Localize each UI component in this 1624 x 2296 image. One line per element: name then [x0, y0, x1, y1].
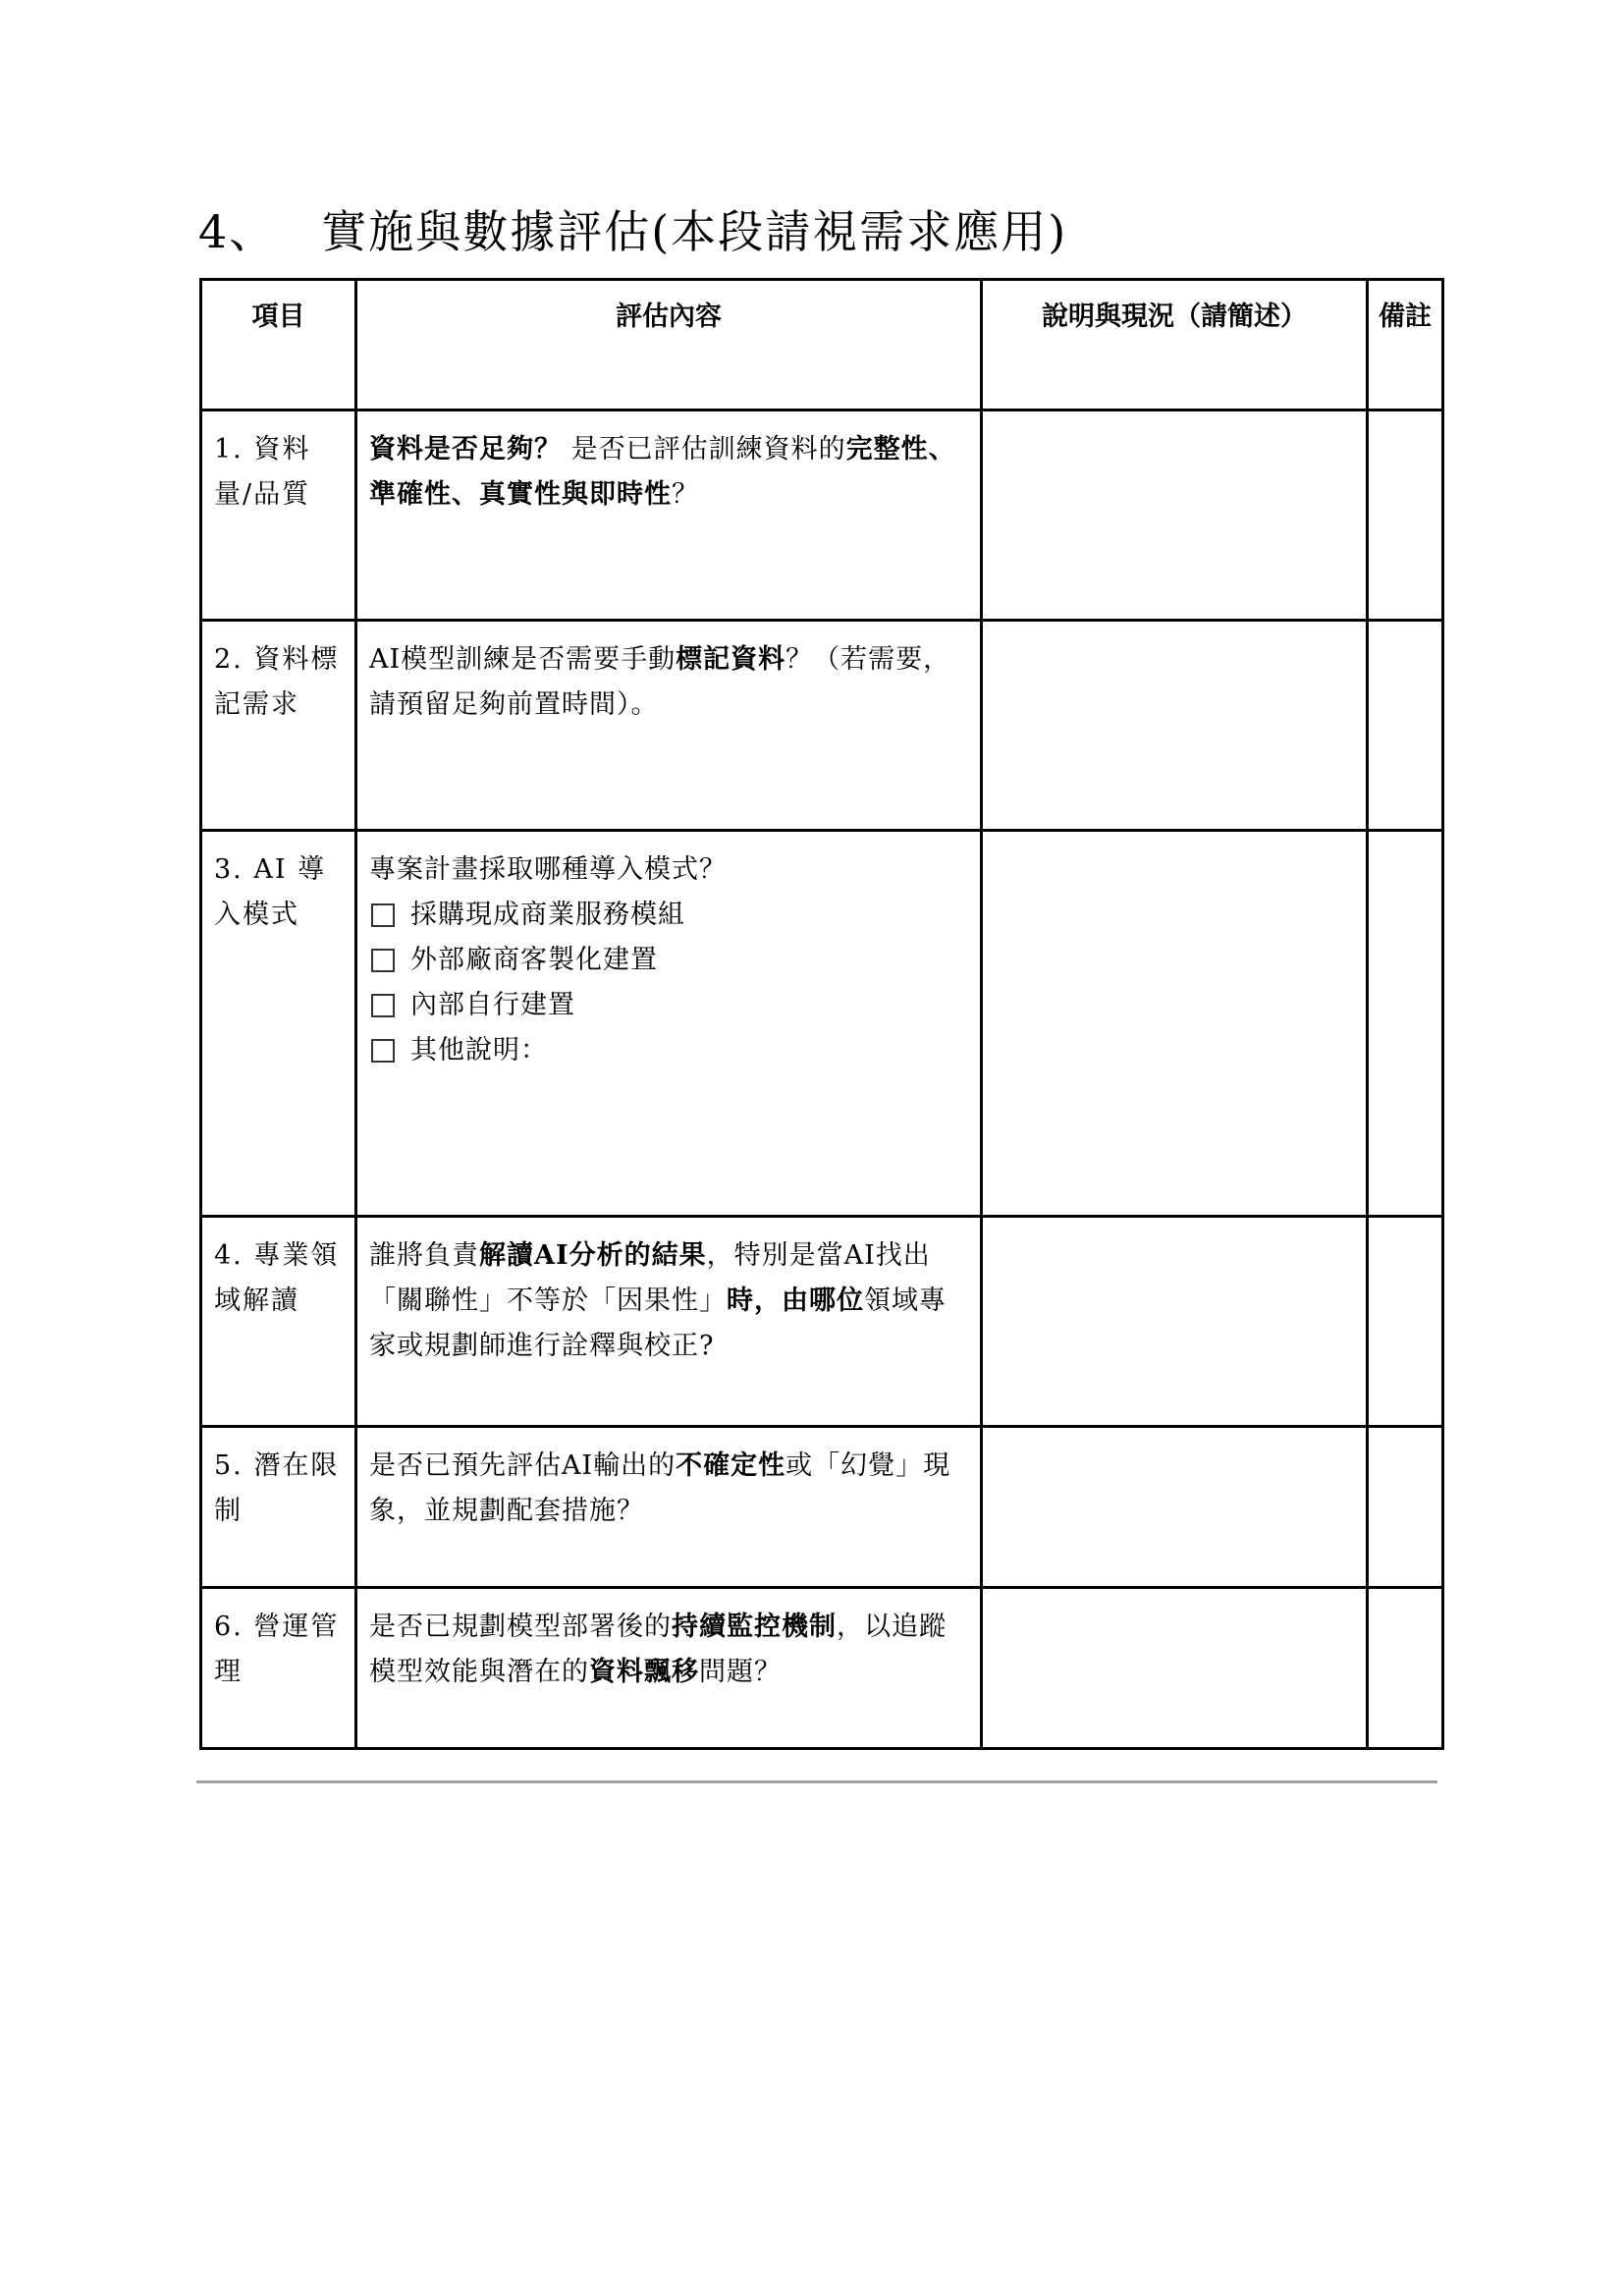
header-content: 評估內容: [356, 280, 982, 410]
mode-question: 專案計畫採取哪種導入模式？: [369, 854, 727, 885]
section-number: 4、: [198, 205, 277, 258]
content-segment: 是否已評估訓練資料的: [562, 434, 846, 465]
row-item: 3. AI 導入模式: [201, 831, 356, 1217]
section-title: 實施與數據評估(本段請視需求應用): [321, 205, 1068, 258]
row-item: 5. 潛在限制: [201, 1427, 356, 1588]
option-label: 其他說明：: [410, 1035, 548, 1066]
content-segment: 是否已預先評估AI輸出的: [369, 1450, 677, 1481]
content-segment: 時，由哪位: [727, 1285, 864, 1316]
note-cell[interactable]: [1368, 831, 1443, 1217]
content-segment: ，特別是當AI找出「關聯性」不等於「因果性」: [369, 1240, 931, 1316]
note-cell[interactable]: [1368, 1427, 1443, 1588]
option-label: 內部自行建置: [410, 990, 575, 1020]
option-other[interactable]: [369, 1028, 968, 1073]
bottom-divider: [196, 1780, 1437, 1783]
content-segment: 完整性、準確性、真實性與即時性: [369, 434, 956, 510]
option-commercial-module[interactable]: [369, 893, 968, 938]
header-item: 項目: [201, 280, 356, 410]
table-row: [201, 1427, 1443, 1588]
content-segment: 領域專家或規劃師進行詮釋與校正?: [369, 1285, 947, 1361]
option-label: 採購現成商業服務模組: [410, 900, 685, 930]
content-segment: AI模型訓練是否需要手動: [369, 644, 677, 675]
table-row: [201, 831, 1443, 1217]
content-segment: 問題？: [699, 1657, 782, 1687]
note-cell[interactable]: [1368, 621, 1443, 831]
content-segment: 誰將負責: [369, 1240, 479, 1271]
note-cell[interactable]: [1368, 410, 1443, 621]
row-item: 4. 專業領域解讀: [201, 1217, 356, 1427]
description-cell[interactable]: [982, 1217, 1368, 1427]
content-segment: ？: [672, 479, 699, 510]
table-row: [201, 1217, 1443, 1427]
row-content: [356, 831, 982, 1217]
description-cell[interactable]: [982, 1427, 1368, 1588]
table-row: [201, 1588, 1443, 1749]
section-heading: [198, 196, 1067, 261]
description-cell[interactable]: [982, 1588, 1368, 1749]
content-segment: ？（若需要，請預留足夠前置時間）。: [369, 644, 951, 720]
content-segment: 資料飄移: [589, 1657, 699, 1687]
header-note: 備註: [1368, 280, 1443, 410]
row-content: [356, 1427, 982, 1588]
note-cell[interactable]: [1368, 1217, 1443, 1427]
row-item: 6. 營運管理: [201, 1588, 356, 1749]
content-segment: 是否已規劃模型部署後的: [369, 1612, 672, 1642]
row-content: [356, 621, 982, 831]
row-content: [356, 410, 982, 621]
description-cell[interactable]: [982, 621, 1368, 831]
checkbox-icon[interactable]: [371, 903, 395, 927]
table-row: [201, 410, 1443, 621]
table-row: [201, 621, 1443, 831]
content-segment: 資料是否足夠？: [369, 434, 562, 465]
row-item: 1. 資料量/品質: [201, 410, 356, 621]
table-header-row: [201, 280, 1443, 410]
row-item: 2. 資料標記需求: [201, 621, 356, 831]
header-description: 說明與現況（請簡述）: [982, 280, 1368, 410]
row-content: [356, 1217, 982, 1427]
option-vendor-custom[interactable]: [369, 938, 968, 983]
option-label: 外部廠商客製化建置: [410, 945, 658, 975]
content-segment: ，以追蹤模型效能與潛在的: [369, 1612, 947, 1687]
checkbox-icon[interactable]: [371, 994, 395, 1017]
row-content: [356, 1588, 982, 1749]
content-segment: 持續監控機制: [672, 1612, 837, 1642]
checkbox-icon[interactable]: [371, 949, 395, 972]
option-in-house[interactable]: [369, 983, 968, 1028]
content-segment: 解讀AI分析的結果: [479, 1240, 707, 1271]
content-segment: 標記資料: [676, 644, 786, 675]
evaluation-table: [199, 278, 1444, 1750]
checkbox-icon[interactable]: [371, 1039, 395, 1063]
description-cell[interactable]: [982, 831, 1368, 1217]
content-segment: 不確定性: [676, 1450, 786, 1481]
content-segment: 或「幻覺」現象，並規劃配套措施？: [369, 1450, 951, 1526]
description-cell[interactable]: [982, 410, 1368, 621]
note-cell[interactable]: [1368, 1588, 1443, 1749]
